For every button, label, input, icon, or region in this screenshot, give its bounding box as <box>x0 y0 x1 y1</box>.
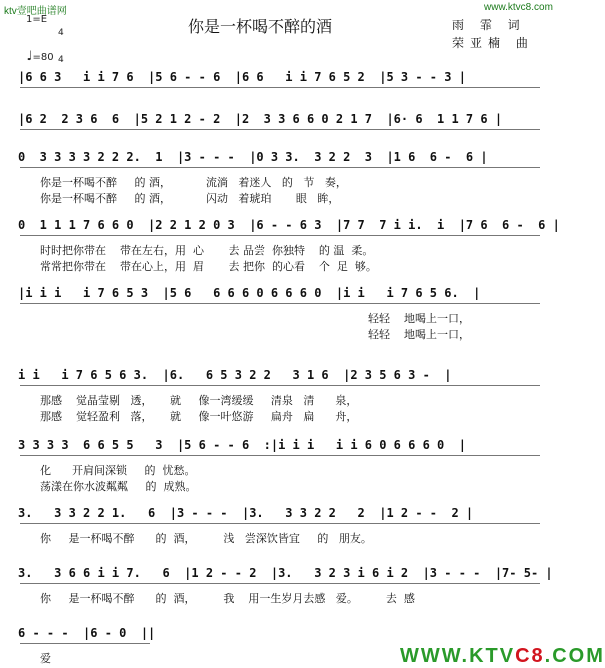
lyric-line: 时时把你带在 带在左右，用 心 去 品尝 你独特 的 温 柔。 <box>40 244 374 257</box>
watermark-left: ktv壹吧曲谱网 <box>4 6 67 17</box>
lyric-line: 轻轻 地喝上一口， <box>368 312 470 325</box>
lyric-line: 你是一杯喝不醉 的 酒， 闪动 着琥珀 眼 眸， <box>40 192 340 205</box>
beam-line <box>20 87 540 88</box>
beam-line <box>20 303 540 304</box>
lyric-line: 轻轻 地喝上一口， <box>368 328 470 341</box>
tempo-value: =80 <box>32 52 54 63</box>
beam-line <box>20 583 540 584</box>
score-row-notes: 3. 3 6 6 i i 7. 6 |1 2 - - 2 |3. 3 2 3 i 6 i 2 |3 - - - |7- 5- | <box>18 566 553 580</box>
watermark-bottom-b: C8 <box>515 645 545 667</box>
lyric-line: 你 是一杯喝不醉 的 酒， 浅 尝深饮皆宜 的 朋友。 <box>40 532 372 545</box>
lyric-line: 化 开肩间深锁 的 忧愁。 <box>40 464 196 477</box>
beam-line <box>20 643 150 644</box>
lyric-line: 常常把你带在 带在心上，用 眉 去 把你 的心看 个 足 够。 <box>40 260 377 273</box>
beam-line <box>20 523 540 524</box>
score-row-notes: |6 2 2 3 6 6 |5 2 1 2 - 2 |2 3 3 6 6 0 2 1 7 |6· 6 1 1 7 6 | <box>18 112 503 126</box>
tempo-mark <box>20 38 54 64</box>
score-row-notes: 6 - - - |6 - 0 || <box>18 626 156 640</box>
score-row-notes: 0 1 1 1 7 6 6 0 |2 2 1 2 0 3 |6 - - 6 3 |7 7 7 i i. i |7 6 6 - 6 | <box>18 218 560 232</box>
lyricist-credit: 雨 霏 词 <box>452 18 526 32</box>
time-sig-top: 4 <box>58 28 64 38</box>
score-row-notes: 0 3 3 3 3 2 2 2. 1 |3 - - - |0 3 3. 3 2 2 3 |1 6 6 - 6 | <box>18 150 488 164</box>
beam-line <box>20 455 540 456</box>
lyric-line: 你是一杯喝不醉 的 酒， 流淌 着迷人 的 节 奏， <box>40 176 347 189</box>
score-row-notes: |i i i i 7 6 5 3 |5 6 6 6 6 0 6 6 6 0 |i i i 7 6 5 6. | <box>18 286 481 300</box>
beam-line <box>20 167 540 168</box>
lyric-line: 爱 <box>40 652 51 665</box>
lyric-line: 那感 觉轻盈利 落， 就 像一叶悠游 扁舟 扁 舟， <box>40 410 358 423</box>
watermark-bottom-c: .COM <box>544 645 605 667</box>
lyric-line: 你 是一杯喝不醉 的 酒， 我 用一生岁月去感 爱。 去 感 <box>40 592 415 605</box>
time-signature <box>58 11 64 74</box>
beam-line <box>20 235 540 236</box>
score-row-notes: i i i 7 6 5 6 3. |6. 6 5 3 2 2 3 1 6 |2 3 5 6 3 - | <box>18 368 452 382</box>
lyric-line: 那感 觉晶莹剔 透， 就 像一湾缓缓 清泉 清 泉， <box>40 394 358 407</box>
song-title: 你是一杯喝不醉的酒 <box>188 17 333 36</box>
score-row-notes: 3. 3 3 2 2 1. 6 |3 - - - |3. 3 3 2 2 2 |1 2 - - 2 | <box>18 506 474 520</box>
time-sig-bottom: 4 <box>58 55 64 65</box>
beam-line <box>20 385 540 386</box>
beam-line <box>20 129 540 130</box>
composer-credit: 荣亚楠 曲 <box>452 36 534 50</box>
key-signature: 1=E <box>26 14 48 25</box>
lyric-line: 荡漾在你水波粼粼 的 成熟。 <box>40 480 197 493</box>
watermark-right: www.ktvc8.com <box>484 2 553 13</box>
watermark-bottom <box>400 645 605 668</box>
quarter-note-icon: ♩ <box>26 49 33 64</box>
watermark-bottom-a: WWW.KTV <box>400 645 516 667</box>
score-row-notes: |6 6 3 i i 7 6 |5 6 - - 6 |6 6 i i 7 6 5 2 |5 3 - - 3 | <box>18 70 466 84</box>
score-row-notes: 3 3 3 3 6 6 5 5 3 |5 6 - - 6 :|i i i i i 6 0 6 6 6 0 | <box>18 438 466 452</box>
